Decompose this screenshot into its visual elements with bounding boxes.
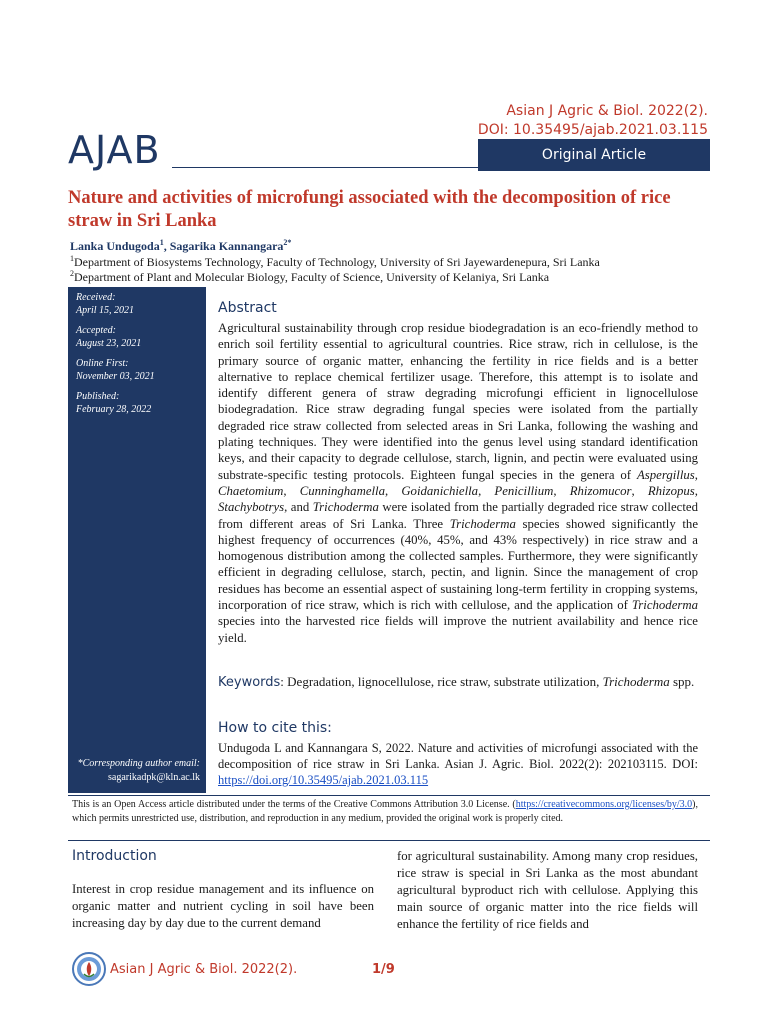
abstract-part: species into the harvested rice fields will improve the nutrient availability and hence rice yield.	[218, 614, 698, 645]
author-affiliation-mark: 1	[159, 238, 164, 247]
journal-seal-icon	[72, 952, 106, 986]
license-post: ), which permits unrestricted use, distribution, and reproduction in any medium, provided the original work is properly cited.	[72, 799, 698, 824]
doi-line: DOI: 10.35495/ajab.2021.03.115	[477, 122, 708, 138]
article-title: Nature and activities of microfungi associated with the decomposition of rice straw in Sri Lanka	[68, 188, 671, 231]
author-separator: ,	[163, 239, 170, 253]
abstract-part: were isolated from the partially degraded rice straw collected from different areas of Sri Lanka. Three	[218, 500, 698, 531]
introduction-column-left: Interest in crop residue management and its influence on organic matter and nutrient cycling in soil have been increasing day by day due to the current demand	[72, 882, 374, 930]
author-name: Lanka Undugoda	[70, 239, 160, 253]
citation-heading: How to cite this:	[218, 720, 332, 736]
keywords-colon: :	[280, 674, 288, 689]
license-link[interactable]: https://creativecommons.org/licenses/by/3.0	[515, 799, 693, 810]
keywords	[218, 673, 698, 692]
keywords-tail: spp.	[669, 674, 695, 689]
separator: ,	[631, 483, 648, 498]
separator: , and	[284, 500, 313, 515]
separator: ,	[694, 467, 698, 482]
date-online-first	[68, 357, 206, 383]
author-affiliation-mark: 2*	[283, 238, 292, 247]
genus-name: Trichoderma	[449, 516, 516, 531]
genus-name: Rhizopus	[647, 483, 695, 498]
affiliation-number: 1	[70, 254, 74, 263]
date-value: February 28, 2022	[76, 404, 152, 415]
keywords-text: Degradation, lignocellulose, rice straw, substrate utilization,	[287, 674, 603, 689]
affiliation	[70, 269, 549, 285]
abstract-part: species showed significantly the highest frequency of occurrences (40%, 45%, and 43% respectively) in rice straw and a homogenous distribution among the collected samples. Furthermore, they were significantly efficient in degrading cellulose, starch, pectin, and lignin. Since the management of crop residues has become an essential aspect of sustaining long-term fertility in cropping systems, incorporation of rice straw, which is rich with cellulose, and the application of	[218, 516, 698, 613]
genus-name: Goidanichiella	[401, 483, 479, 498]
separator: ,	[385, 483, 402, 498]
date-label: Received:	[76, 292, 116, 303]
citation-doi-link[interactable]: https://doi.org/10.35495/ajab.2021.03.115	[218, 773, 429, 787]
genus-name: Stachybotrys	[218, 500, 285, 515]
genus-name: Cunninghamella	[299, 483, 386, 498]
corresponding-email[interactable]: sagarikadpk@kln.ac.lk	[108, 772, 200, 783]
affiliation	[70, 254, 600, 270]
article-type-badge: Original Article	[478, 139, 710, 171]
affiliation-number: 2	[70, 269, 74, 278]
license-divider	[68, 840, 710, 841]
date-label: Online First:	[76, 358, 129, 369]
footer-journal: Asian J Agric & Biol. 2022(2).	[110, 962, 298, 977]
author-list	[70, 238, 291, 254]
introduction-column-right: for agricultural sustainability. Among many crop residues, rice straw is special in Sri Lanka as the most abundant agricultural byproduct rich with cellulose. Applying this main source of organic matter into the rice fields will enhance the fertility of rice fields and	[397, 849, 698, 931]
date-label: Accepted:	[76, 325, 116, 336]
genus-name: Penicillium	[494, 483, 554, 498]
page-number: 1/9	[372, 962, 395, 977]
keyword-italic: Trichoderma	[602, 674, 670, 689]
genus-name: Aspergillus	[636, 467, 695, 482]
affiliation-text: Department of Plant and Molecular Biology, Faculty of Science, University of Kelaniya, Sri Lanka	[74, 270, 550, 284]
author-name: Sagarika Kannangara	[169, 239, 284, 253]
license-divider	[68, 795, 710, 796]
separator: ,	[478, 483, 495, 498]
affiliation-text: Department of Biosystems Technology, Faculty of Technology, University of Sri Jayewardenepura, Sri Lanka	[74, 255, 600, 269]
abstract-heading: Abstract	[218, 300, 277, 316]
date-value: April 15, 2021	[76, 305, 135, 316]
abstract-part: Agricultural sustainability through crop residue biodegradation is an eco-friendly method to enrich soil fertility essential to agricultural countries. Rice straw, rich in cellulose, is the primary source of organic matter, enhancing the fertility in rice fields and is a better alternative to replace chemical fertilizer usage. Therefore, this attempt is to isolate and identify different genera of straw degrading microfungi efficient in lignocellulose biodegradation. Rice straw degrading fungal species were isolated from the partially degraded rice straw collected from selected areas in Sri Lanka, following the washing and plating techniques. They were identified into the genus level using standard identification keys, and their capacity to degrade cellulose, starch, lignin, and pectin were evaluated using substrate-specific testing protocols. Eighteen fungal species in the genera of	[218, 321, 698, 482]
article-history-panel	[68, 287, 206, 793]
license-pre: This is an Open Access article distributed under the terms of the Creative Commons Attribution 3.0 License. (	[72, 799, 516, 810]
date-label: Published:	[76, 391, 120, 402]
header-rule	[172, 167, 478, 168]
citation-body: Undugoda L and Kannangara S, 2022. Nature and activities of microfungi associated with the decomposition of rice straw in Sri Lanka. Asian J. Agric. Biol. 2022(2): 202103115. DOI:	[218, 741, 698, 771]
abstract-text	[218, 320, 698, 646]
date-accepted	[68, 324, 206, 350]
date-published	[68, 390, 206, 416]
keywords-heading: Keywords	[218, 675, 281, 690]
date-value: November 03, 2021	[76, 371, 155, 382]
genus-name: Trichoderma	[631, 598, 698, 613]
corresponding-author	[68, 757, 200, 785]
license-notice	[72, 798, 698, 826]
corresponding-label: *Corresponding author email:	[77, 758, 200, 769]
separator: ,	[553, 483, 570, 498]
date-received	[68, 291, 206, 317]
date-value: August 23, 2021	[76, 338, 142, 349]
genus-name: Trichoderma	[312, 500, 379, 515]
journal-citation-line: Asian J Agric & Biol. 2022(2).	[506, 103, 708, 119]
genus-name: Rhizomucor	[569, 483, 632, 498]
introduction-heading: Introduction	[72, 848, 157, 864]
journal-reference	[478, 102, 708, 140]
citation-text	[218, 740, 698, 788]
separator: ,	[283, 483, 300, 498]
genus-name: Chaetomium	[218, 483, 284, 498]
journal-logo: AJAB	[68, 128, 161, 172]
separator: ,	[694, 483, 698, 498]
